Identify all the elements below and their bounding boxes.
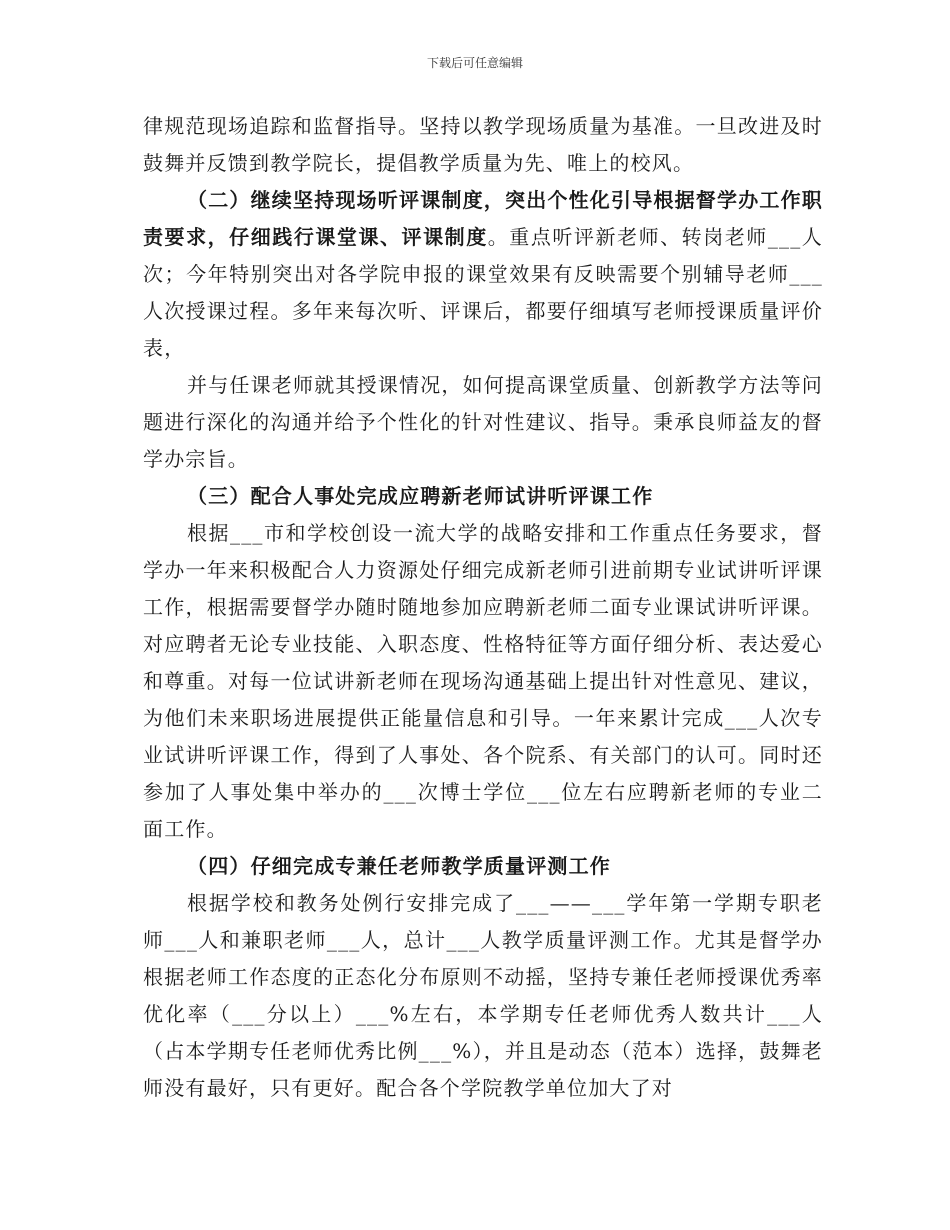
paragraph-1: 律规范现场追踪和监督指导。坚持以教学现场质量为基准。一旦改进及时鼓舞并反馈到教学院长，提倡教学质量为先、唯上的校风。: [143, 114, 823, 175]
document-body: [143, 108, 823, 1107]
paragraph-2-body: 。重点听评新老师、转岗老师___人次；今年特别突出对各学院申报的课堂效果有反映需要个别辅导老师___人次授课过程。多年来每次听、评课后，都要仔细填写老师授课质量评价表，: [143, 225, 823, 360]
page-header: 下载后可任意编辑: [426, 56, 523, 70]
section-heading-2: （二）继续坚持现场听评课制度，突出个性化引导根据督学办工作职责要求，仔细践行课堂课、评课制度: [143, 188, 823, 249]
paragraph-4: 根据___市和学校创设一流大学的战略安排和工作重点任务要求，督学办一年来积极配合人力资源处仔细完成新老师引进前期专业试讲听评课工作，根据需要督学办随时随地参加应聘新老师二面专业课试讲听评课。对应聘者无论专业技能、入职态度、性格特征等方面仔细分析、表达爱心和尊重。对每一位试讲新老师在现场沟通基础上提出针对性意见、建议，为他们未来职场进展提供正能量信息和引导。一年来累计完成___人次专业试讲听评课工作，得到了人事处、各个院系、有关部门的认可。同时还参加了人事处集中举办的___次博士学位___位左右应聘新老师的专业二面工作。: [143, 521, 823, 841]
section-heading-4: （四）仔细完成专兼任老师教学质量评测工作: [187, 854, 611, 878]
section-heading-3: （三）配合人事处完成应聘新老师试讲听评课工作: [187, 484, 654, 508]
paragraph-3: 并与任课老师就其授课情况，如何提高课堂质量、创新教学方法等问题进行深化的沟通并给予个性化的针对性建议、指导。秉承良师益友的督学办宗旨。: [143, 373, 823, 471]
paragraph-2: [143, 182, 823, 367]
paragraph-5: 根据学校和教务处例行安排完成了___——___学年第一学期专职老师___人和兼职老师___人，总计___人教学质量评测工作。尤其是督学办根据老师工作态度的正态化分布原则不动摇，坚持专兼任老师授课优秀率优化率（___分以上）___%左右，本学期专任老师优秀人数共计___人（占本学期专任老师优秀比例___%），并且是动态（范本）选择，鼓舞老师没有最好，只有更好。配合各个学院教学单位加大了对: [143, 891, 823, 1100]
